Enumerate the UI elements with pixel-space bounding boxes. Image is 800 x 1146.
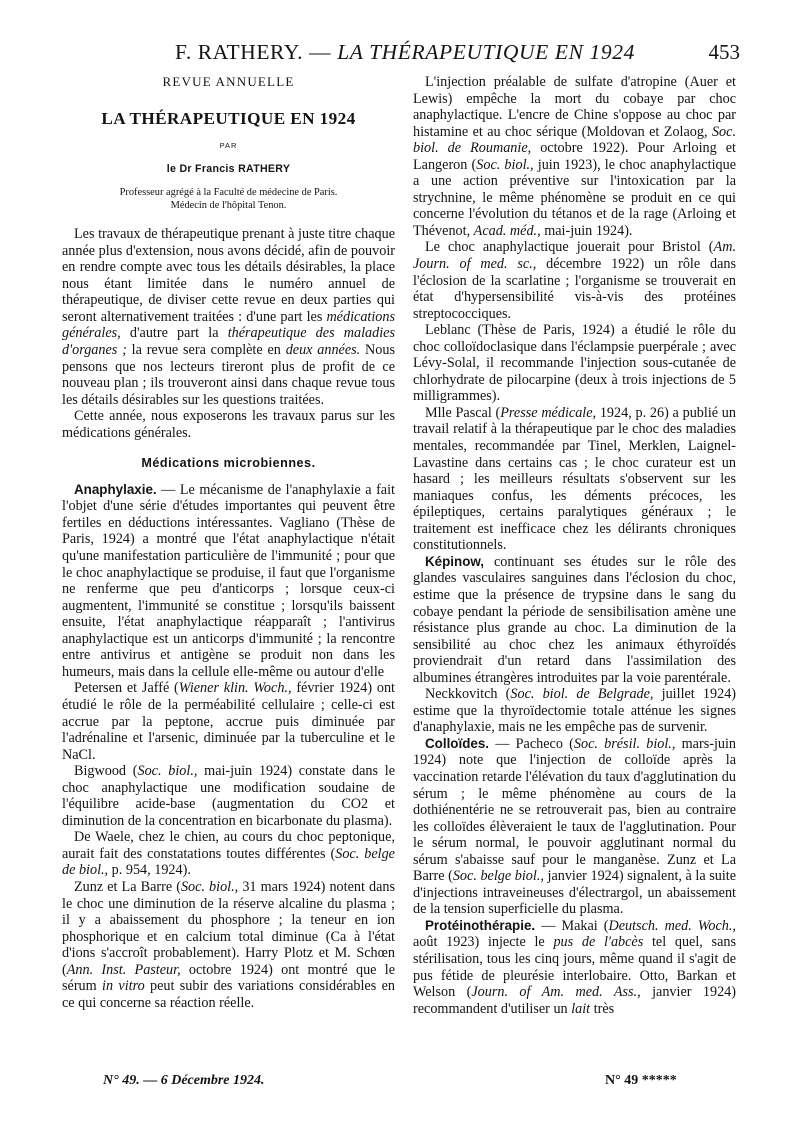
issue-footer-right: N° 49 *****: [605, 1073, 677, 1088]
paragraph-colloides: Colloïdes. — Pacheco (Soc. brésil. biol., mars-juin 1924) note que l'injection de colloïde après la vaccination retarde l'élévation du taux d'agglutination du sérum ; le même phénomène au cours de la dothiénentérie ne se retrouverait pas, bien au contraire les colloïdes élèveraient le taux de l'agglutination. Pour le sérum normal, le pouvoir agglutinant normal du sérum s'abaisse sauf pour le manganèse. Zunz et La Barre (Soc. belge biol., janvier 1924) signalent, à la suite d'injections intraveineuses d'électrargol, un abaissement de la tension superficielle du plasma.: [413, 735, 737, 918]
byline-par: PAR: [219, 141, 238, 151]
rubric: REVUE ANNUELLE: [162, 74, 295, 89]
article-author: le Dr Francis RATHERY: [166, 162, 291, 175]
right-column: [413, 74, 736, 1017]
paragraph-bristol: Le choc anaphylactique jouerait pour Bristol (Am. Journ. of med. sc., décembre 1922) un rôle dans l'éclosion de la scarlatine ; l'organisme se trouverait en état d'hypersensibilité vis-à-vis des protéines streptococciques.: [413, 239, 736, 322]
paragraph-dewaele: De Waele, chez le chien, au cours du choc peptonique, aurait fait des constatations toutes différentes (Soc. belge de biol., p. 954, 1924).: [62, 829, 395, 879]
paragraph-atropine: L'injection préalable de sulfate d'atropine (Auer et Lewis) empêche la mort du cobaye par choc anaphylactique. L'encre de Chine s'oppose au choc par histamine et au choc sérique (Moldovan et Zolaog, Soc. biol. de Roumanie, octobre 1922). Pour Arloing et Langeron (Soc. biol., juin 1923), le choc anaphylactique a une action préventive sur l'intoxication par la strychnine, le même phénomène se produit en ce qui concerne l'évolution du tétanos et de la rage (Arloing et Thévenot, Acad. méd., mai-juin 1924).: [413, 74, 736, 239]
paragraph-kepinow: Képinow, continuant ses études sur le rôle des glandes vasculaires sanguines dans l'éclosion du choc, estime que la présence de trypsine dans le sang du cobaye pendant la période de sensibilisation amène une résistance plus grande au choc. La diminution de la sensibilité au choc chez les animaux éthyroïdés proviendrait d'un retard dans l'assimilation des albumines étrangères introduites par la voie parentérale.: [413, 553, 736, 686]
paragraph-bigwood: Bigwood (Soc. biol., mai-juin 1924) constate dans le choc anaphylactique une modification soudaine de l'équilibre acide-base (augmentation du CO2 et diminution de la concentration en bicarbonate du plasma).: [62, 763, 395, 829]
running-head-journal-title: LA THÉRAPEUTIQUE EN 1924: [337, 40, 635, 64]
intro-paragraph-2: Cette année, nous exposerons les travaux parus sur les médications générales.: [62, 408, 395, 441]
running-head-author: F. RATHERY.: [175, 40, 304, 64]
author-affiliation: Professeur agrégé à la Faculté de médecine de Paris. Médecin de l'hôpital Tenon.: [119, 187, 338, 212]
running-head-title: F. RATHERY. — LA THÉRAPEUTIQUE EN 1924: [175, 40, 635, 64]
article-title: LA THÉRAPEUTIQUE EN 1924: [101, 108, 356, 128]
paragraph-zunz: Zunz et La Barre (Soc. biol., 31 mars 1924) notent dans le choc une diminution de la réserve alcaline du plasma ; il y a abaissement du phosphore ; la teneur en ion phosphorique et en calcium total diminue (Ca à l'état d'ions s'accroît probablement). Harry Plotz et M. Schœn (Ann. Inst. Pasteur, octobre 1924) ont montré que le sérum in vitro peut subir des variations considérables en ce qui concerne sa réaction réelle.: [62, 878, 395, 1011]
intro-paragraph: Les travaux de thérapeutique prenant à juste titre chaque année plus d'extension, nous avons décidé, afin de pouvoir en rendre compte avec tous les détails désirables, la place nous étant limitée dans le numéro annuel de thérapeutique, de diviser cette revue en deux parties qui seront alternativement traitées : d'une part les médications générales, d'autre part la thérapeutique des maladies d'organes ; la revue sera complète en deux années. Nous pensons que nos lecteurs tireront plus de profit de ce nouveau plan ; ils trouveront ainsi dans chaque revue tous les détails désirables sur les questions traitées.: [62, 226, 395, 408]
running-head: [175, 40, 740, 70]
paragraph-petersen: Petersen et Jaffé (Wiener klin. Woch., février 1924) ont étudié le rôle de la perméabilité cellulaire ; celle-ci est accrue par la peptone, accrue puis diminuée par l'adrénaline et l'arsenic, diminuée par la tuberculine et le NaCl.: [62, 680, 395, 763]
left-column: [62, 74, 395, 1011]
paragraph-pascal: Mlle Pascal (Presse médicale, 1924, p. 26) a publié un travail relatif à la thérapeutique par le choc des maladies mentales, recommandée par Tinel, Merklen, Laignel-Lavastine dans certains cas ; le choc curateur est un hasard ; les meilleurs résultats s'observent sur les maniaques confus, les déments précoces, les épileptiques, certains paralytiques généraux ; le traitement est inefficace chez les délirants chroniques constitutionnels.: [413, 404, 736, 554]
paragraph-anaphylaxie: Anaphylaxie. — Le mécanisme de l'anaphylaxie a fait l'objet d'une série d'études importantes qui peuvent être fertiles en déductions intéressantes. Vagliano (Thèse de Paris, 1924) a montré que l'état anaphylactique n'était qu'une manifestation particulière de l'immunité ; pour que le choc anaphylactique se produise, il faut que l'organisme ne renferme que peu d'anticorps ; lorsque ceux-ci augmentent, l'immunité se constitue ; lorsqu'ils baissent ensuite, l'état anaphylactique réapparaît ; l'antivirus anaphylactique est un anticorps d'immunité ; la rencontre entre antivirus et antigène se produit non dans les humeurs, mais dans la cellule elle-même ou autour d'elle: [62, 481, 395, 680]
page-number: 453: [708, 40, 740, 64]
paragraph-proteinotherapie: Protéinothérapie. — Makai (Deutsch. med. Woch., août 1923) injecte le pus de l'abcès tel quel, sans stérilisation, tous les cinq jours, même quand il s'agit de pus fétide de pleurésie interlobaire. Otto, Barkan et Welson (Journ. of Am. med. Ass., janvier 1924) recommandent d'utiliser un lait très: [413, 917, 736, 1017]
section-heading: Médications microbiennes.: [141, 456, 316, 471]
paragraph-leblanc: Leblanc (Thèse de Paris, 1924) a étudié le rôle du choc colloïdoclasique dans l'éclampsie puerpérale ; avec Lévy-Solal, il recommande l'injection sous-cutanée de chlorhydrate de pilocarpine (deux à trois injections de 5 milligrammes).: [413, 322, 736, 405]
issue-footer: N° 49. — 6 Décembre 1924.: [103, 1073, 265, 1088]
paragraph-neckkovitch: Neckkovitch (Soc. biol. de Belgrade, juillet 1924) estime que la thyroïdectomie totale atténue les signes d'anaphylaxie, mais ne les empêche pas de survenir.: [413, 686, 737, 736]
